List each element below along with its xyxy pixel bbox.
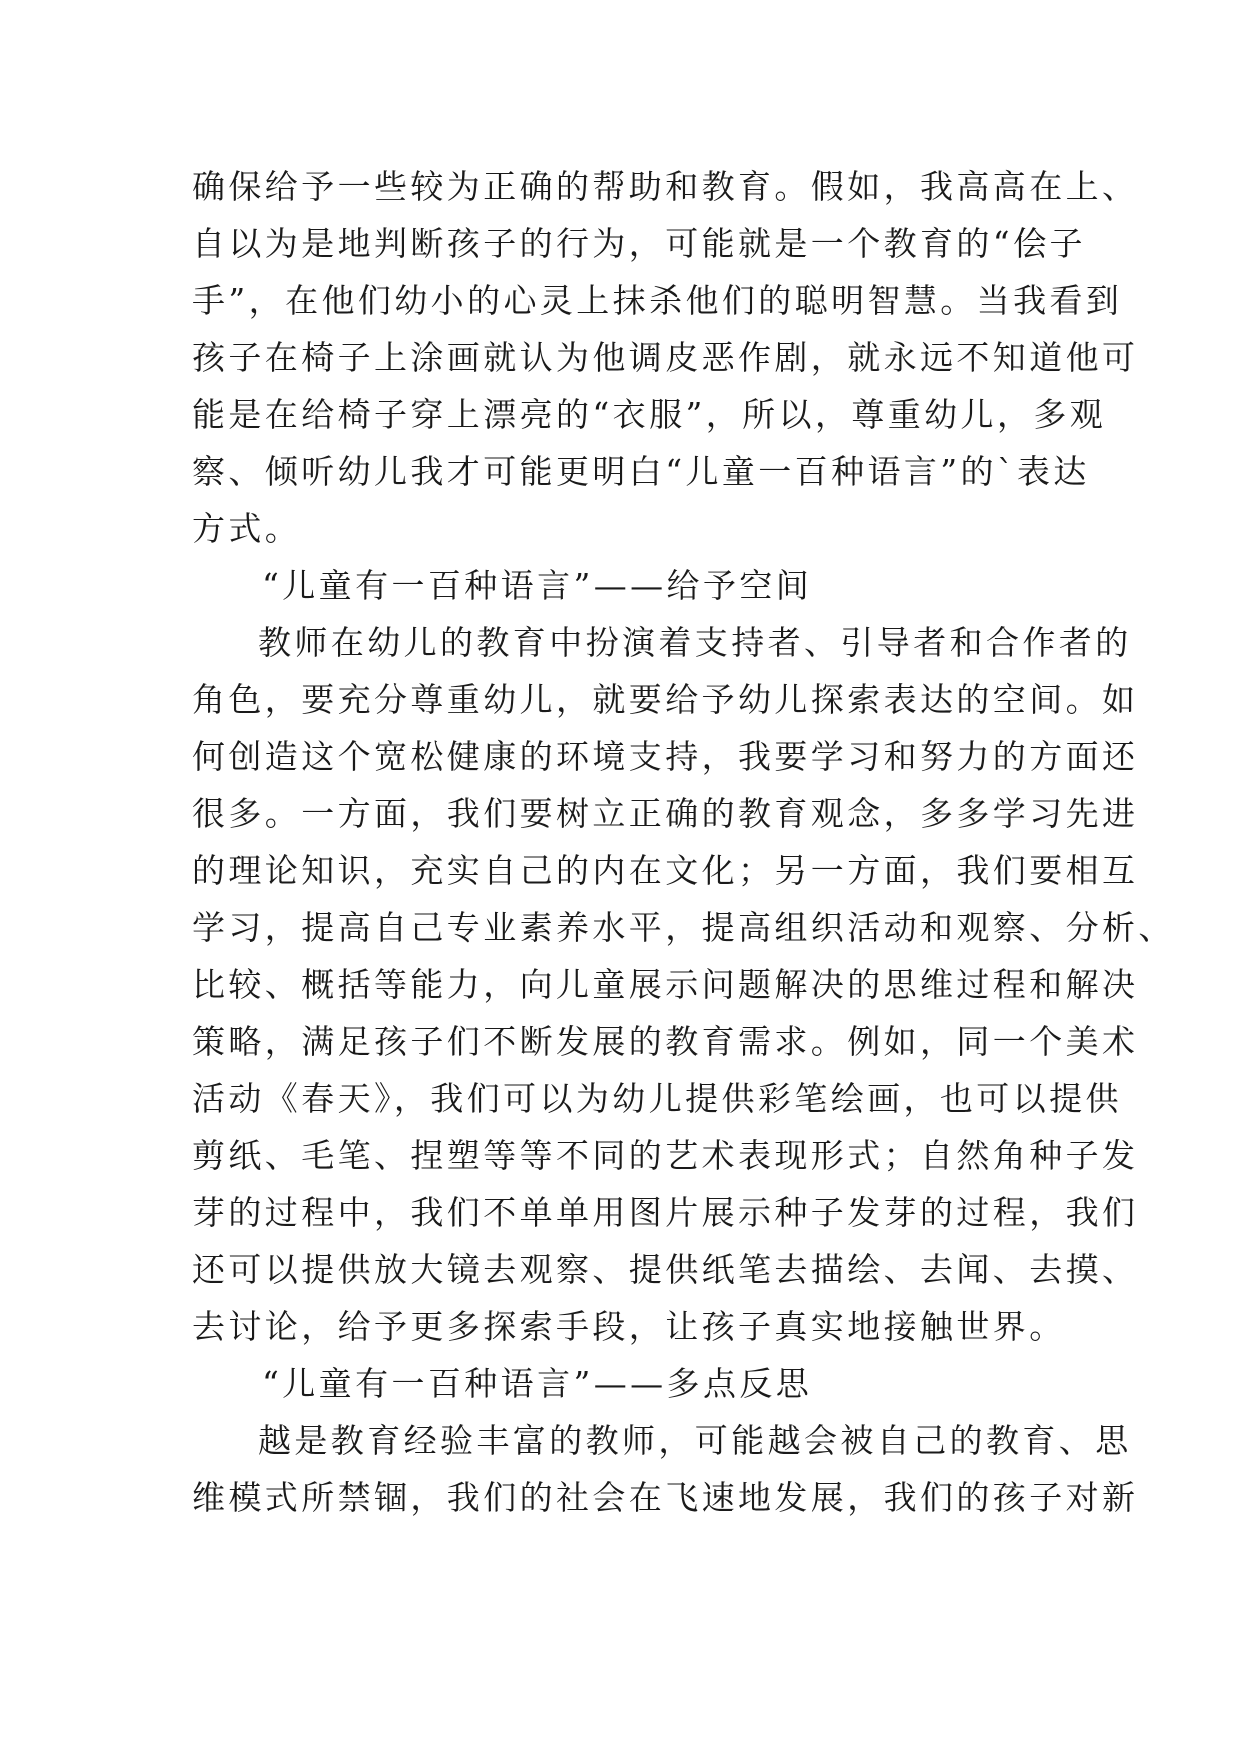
text-line: 很多。一方面，我们要树立正确的教育观念，多多学习先进: [192, 794, 1139, 833]
body-text: [192, 158, 1175, 1526]
text-line: 剪纸、毛笔、捏塑等等不同的艺术表现形式；自然角种子发: [192, 1136, 1139, 1175]
text-line: 策略，满足孩子们不断发展的教育需求。例如，同一个美术: [192, 1022, 1139, 1061]
text-line: 去讨论，给予更多探索手段，让孩子真实地接触世界。: [192, 1307, 1066, 1346]
text-line: 维模式所禁锢，我们的社会在飞速地发展，我们的孩子对新: [192, 1478, 1139, 1517]
text-line: 孩子在椅子上涂画就认为他调皮恶作剧，就永远不知道他可: [192, 338, 1139, 377]
text-line: 能是在给椅子穿上漂亮的“衣服”，所以，尊重幼儿，多观: [192, 395, 1107, 434]
section-heading-space: “儿童有一百种语言”——给予空间: [262, 566, 813, 605]
text-line: 学习，提高自己专业素养水平，提高组织活动和观察、分析、: [192, 908, 1175, 947]
text-line: 确保给予一些较为正确的帮助和教育。假如，我高高在上、: [192, 167, 1139, 206]
paragraph-first-line: 教师在幼儿的教育中扮演着支持者、引导者和合作者的: [258, 623, 1132, 662]
text-line: 察、倾听幼儿我才可能更明白“儿童一百种语言”的`表达: [192, 452, 1090, 491]
paragraph-first-line: 越是教育经验丰富的教师，可能越会被自己的教育、思: [258, 1421, 1132, 1460]
text-line: 芽的过程中，我们不单单用图片展示种子发芽的过程，我们: [192, 1193, 1139, 1232]
text-line: 活动《春天》，我们可以为幼儿提供彩笔绘画，也可以提供: [192, 1079, 1122, 1118]
text-line: 自以为是地判断孩子的行为，可能就是一个教育的“侩子: [192, 224, 1086, 263]
text-line: 何创造这个宽松健康的环境支持，我要学习和努力的方面还: [192, 737, 1139, 776]
text-line: 还可以提供放大镜去观察、提供纸笔去描绘、去闻、去摸、: [192, 1250, 1139, 1289]
text-line: 的理论知识，充实自己的内在文化；另一方面，我们要相互: [192, 851, 1139, 890]
text-line: 方式。: [192, 509, 302, 548]
section-heading-reflection: “儿童有一百种语言”——多点反思: [262, 1364, 813, 1403]
text-line: 比较、概括等能力，向儿童展示问题解决的思维过程和解决: [192, 965, 1139, 1004]
text-line: 手”，在他们幼小的心灵上抹杀他们的聪明智慧。当我看到: [192, 281, 1123, 320]
text-line: 角色，要充分尊重幼儿，就要给予幼儿探索表达的空间。如: [192, 680, 1139, 719]
